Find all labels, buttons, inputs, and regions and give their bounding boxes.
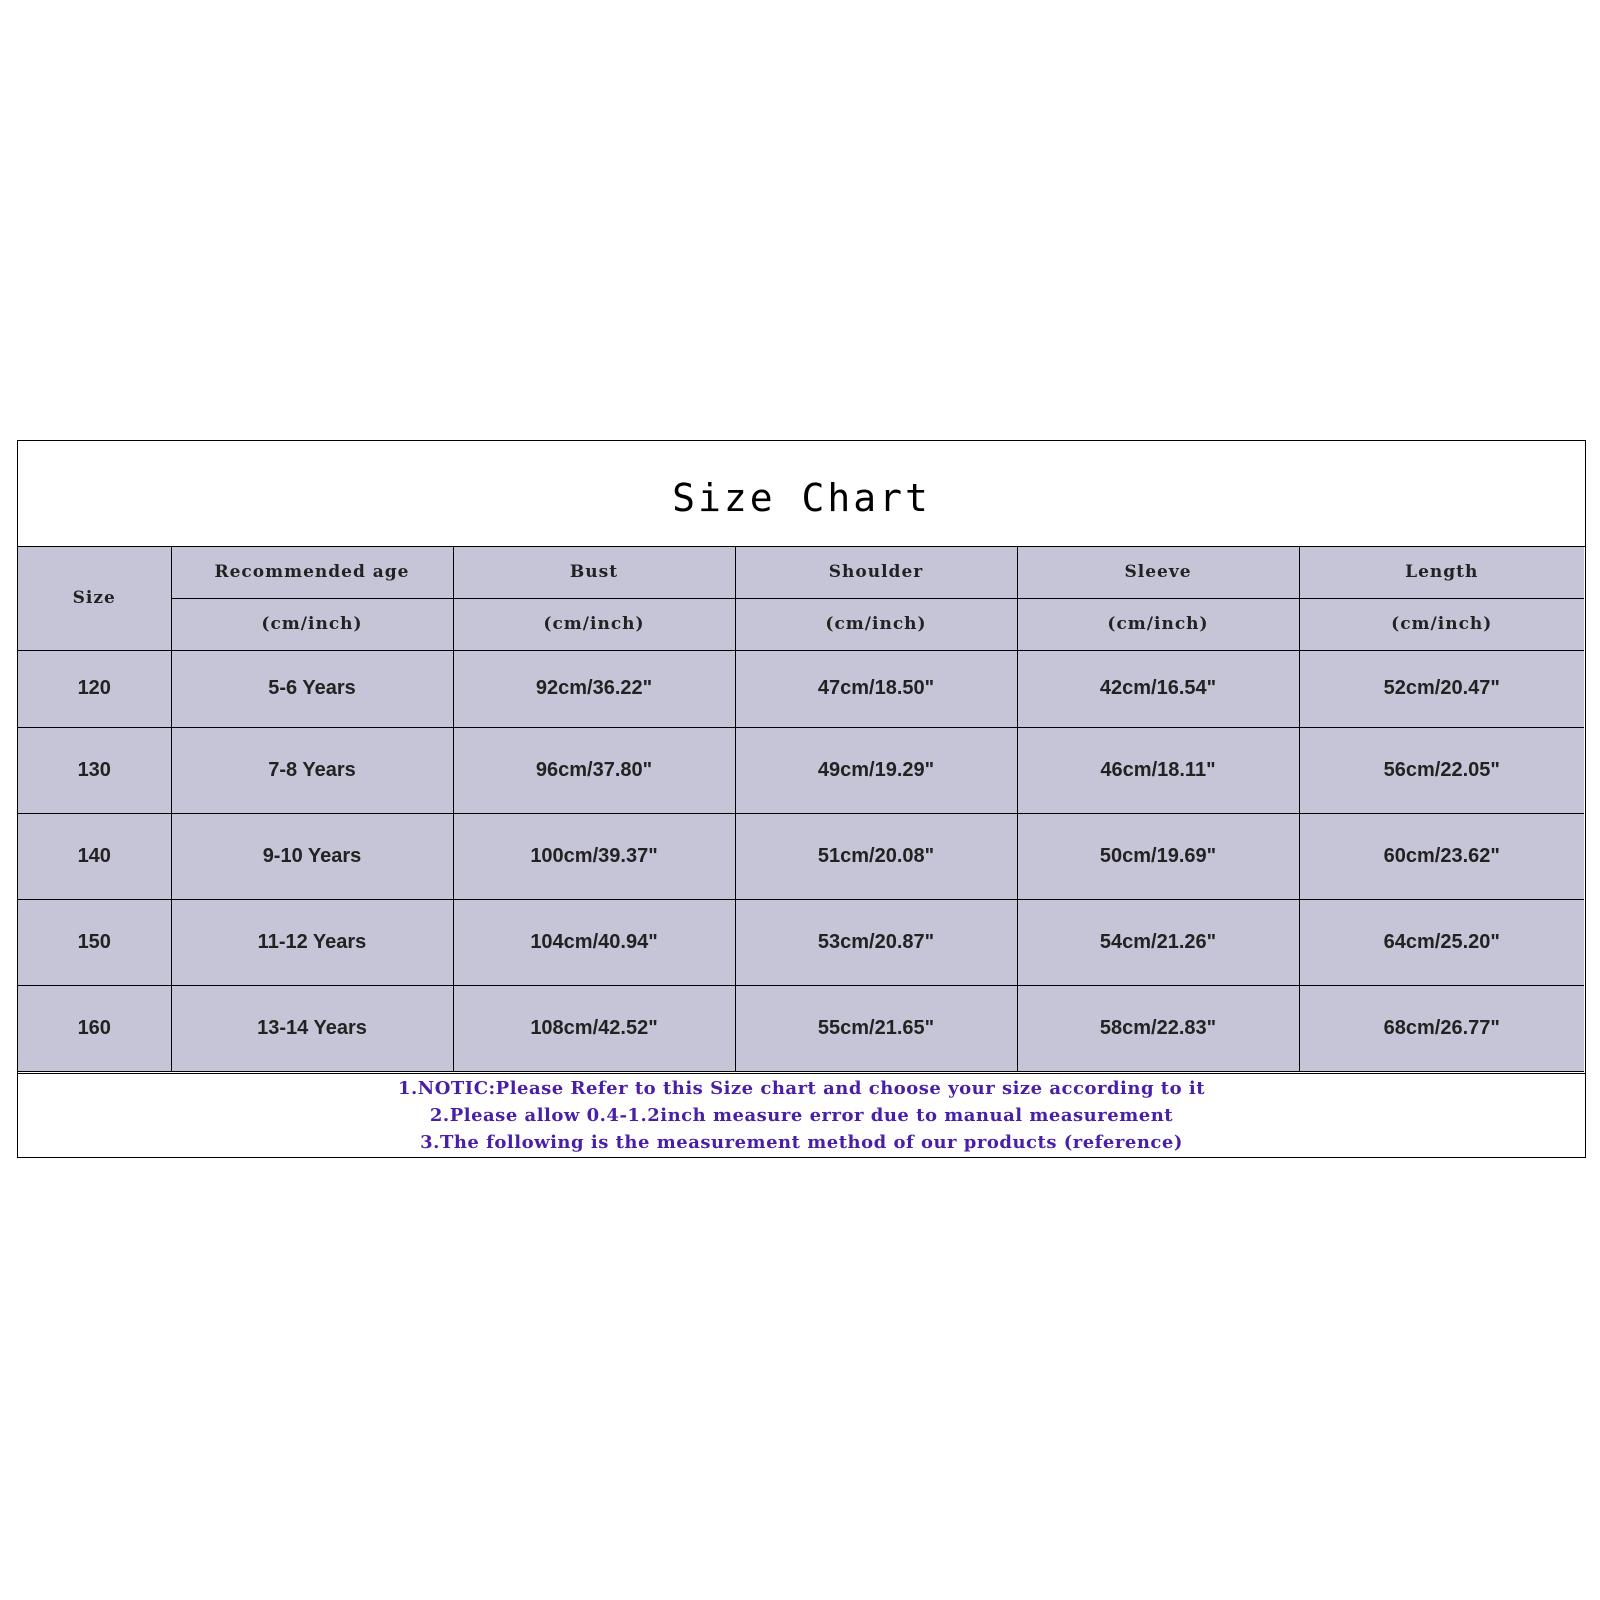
cell-age: 7-8 Years	[171, 727, 453, 813]
unit-shoulder: (cm/inch)	[735, 598, 1017, 650]
cell-sleeve: 58cm/22.83"	[1017, 985, 1299, 1071]
cell-shoulder: 47cm/18.50"	[735, 650, 1017, 727]
cell-size: 160	[18, 985, 171, 1071]
cell-age: 11-12 Years	[171, 899, 453, 985]
header-bust: Bust	[453, 547, 735, 598]
cell-length: 52cm/20.47"	[1299, 650, 1584, 727]
table-row	[18, 650, 1584, 727]
header-sleeve: Sleeve	[1017, 547, 1299, 598]
unit-sleeve: (cm/inch)	[1017, 598, 1299, 650]
cell-sleeve: 50cm/19.69"	[1017, 813, 1299, 899]
table-row	[18, 727, 1584, 813]
cell-age: 5-6 Years	[171, 650, 453, 727]
unit-row	[18, 598, 1584, 650]
cell-bust: 108cm/42.52"	[453, 985, 735, 1071]
header-recommended-age: Recommended age	[171, 547, 453, 598]
cell-length: 56cm/22.05"	[1299, 727, 1584, 813]
cell-sleeve: 42cm/16.54"	[1017, 650, 1299, 727]
table-row	[18, 899, 1584, 985]
header-shoulder: Shoulder	[735, 547, 1017, 598]
cell-shoulder: 49cm/19.29"	[735, 727, 1017, 813]
cell-bust: 104cm/40.94"	[453, 899, 735, 985]
note-line: 2.Please allow 0.4-1.2inch measure error due to manual measurement	[429, 1105, 1174, 1126]
table-row	[18, 985, 1584, 1071]
cell-sleeve: 54cm/21.26"	[1017, 899, 1299, 985]
table-row	[18, 813, 1584, 899]
cell-sleeve: 46cm/18.11"	[1017, 727, 1299, 813]
header-row	[18, 547, 1584, 598]
size-table	[18, 547, 1584, 1072]
cell-shoulder: 51cm/20.08"	[735, 813, 1017, 899]
cell-age: 13-14 Years	[171, 985, 453, 1071]
unit-bust: (cm/inch)	[453, 598, 735, 650]
cell-length: 60cm/23.62"	[1299, 813, 1584, 899]
cell-bust: 92cm/36.22"	[453, 650, 735, 727]
cell-age: 9-10 Years	[171, 813, 453, 899]
note-line: 1.NOTIC:Please Refer to this Size chart and choose your size according to it	[397, 1078, 1206, 1099]
cell-length: 64cm/25.20"	[1299, 899, 1584, 985]
cell-length: 68cm/26.77"	[1299, 985, 1584, 1071]
notes-section	[18, 1073, 1585, 1157]
unit-recommended-age: (cm/inch)	[171, 598, 453, 650]
chart-title: Size Chart	[672, 475, 931, 520]
header-length: Length	[1299, 547, 1584, 598]
unit-length: (cm/inch)	[1299, 598, 1584, 650]
cell-bust: 96cm/37.80"	[453, 727, 735, 813]
cell-shoulder: 53cm/20.87"	[735, 899, 1017, 985]
size-chart	[17, 440, 1586, 1158]
note-line: 3.The following is the measurement method of our products (reference)	[420, 1132, 1183, 1153]
cell-size: 140	[18, 813, 171, 899]
cell-size: 130	[18, 727, 171, 813]
title-row	[18, 441, 1585, 547]
cell-size: 120	[18, 650, 171, 727]
header-size: Size	[18, 547, 171, 650]
cell-shoulder: 55cm/21.65"	[735, 985, 1017, 1071]
cell-bust: 100cm/39.37"	[453, 813, 735, 899]
cell-size: 150	[18, 899, 171, 985]
